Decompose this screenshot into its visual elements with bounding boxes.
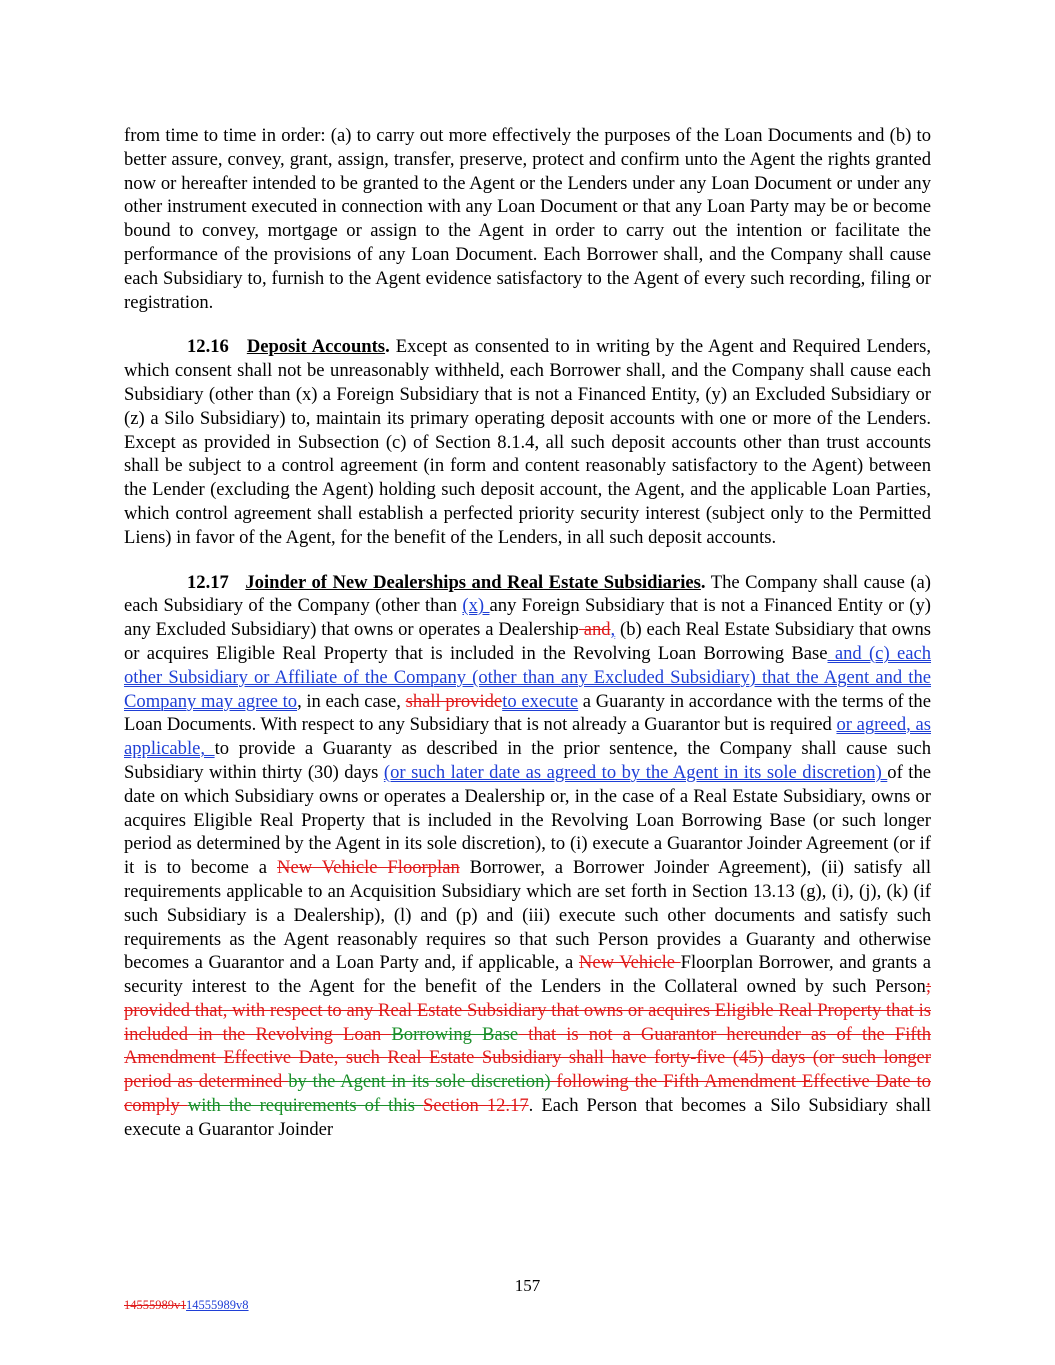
deletion: and: [578, 619, 611, 641]
section-title-period: .: [700, 571, 706, 593]
insertion: or agreed, as applicable,: [124, 714, 931, 760]
insertion: (x): [462, 595, 490, 617]
text-run: The Company shall cause (a) each Subsidiary of the Company (other than: [124, 571, 932, 617]
document-body: [124, 124, 931, 1142]
deletion: that is not a Guarantor hereunder as of the Fifth Amendment Effective Date, such Real Estate Subsidiary shall have forty-five (45) days (or such longer period as determined: [124, 1023, 932, 1093]
text-run: (b) each Real Estate Subsidiary that owns or acquires Eligible Real Property that is included in the Revolving Loan Borrowing Base: [124, 619, 931, 664]
page-number: 157: [514, 1276, 541, 1295]
text-run: of the date on which Subsidiary owns or operates a Dealership or, in the case of a Real Estate Subsidiary, owns or acquires Eligible Real Property that is included in the Revolving Loan Borrowing Base (or such longer period as determined by the Agent in its sole discretion), to (i) execute a Guarantor Joinder Agreement (or if it is to become a: [124, 761, 931, 879]
section-number: 12.17: [187, 571, 229, 593]
section-title: Joinder of New Dealerships and Real Estate Subsidiaries: [245, 571, 701, 593]
text-run: Floorplan Borrower, and grants a security interest to the Agent for the benefit of the Lenders in the Collateral owned by such Person: [124, 952, 931, 998]
deletion: New Vehicle: [578, 952, 681, 974]
insertion: (or such later date as agreed to by the Agent in its sole discretion): [383, 761, 888, 783]
text-run: Borrower, a Borrower Joinder Agreement), (ii) satisfy all requirements applicable to an Acquisition Subsidiary which are set forth in Section 13.13 (g), (i), (j), (k) (if such Subsidiary is a Dealership), (l) and (p) and (iii) execute such other documents and satisfy such requirements as the Agent reasonably requires so that such Person provides a Guaranty and otherwise becomes a Guarantor and a Loan Party and, if applicable, a: [124, 857, 931, 974]
deletion: New Vehicle Floorplan: [277, 857, 460, 879]
text-run: to provide a Guaranty as described in the prior sentence, the Company shall cause such Subsidiary within thirty (30) days: [124, 738, 931, 783]
section-number: 12.16: [187, 336, 229, 358]
section-body: Except as consented to in writing by the Agent and Required Lenders, which consent shall not be unreasonably withheld, each Borrower shall, and the Company shall cause each Subsidiary (other than (x) a Foreign Subsidiary that is not a Financed Entity, (y) an Excluded Subsidiary or (z) a Silo Subsidiary) to, maintain its primary operating deposit accounts with one or more of the Lenders. Except as provided in Subsection (c) of Section 8.1.4, all such deposit accounts other than trust accounts shall be subject to a control agreement (in form and content reasonably satisfactory to the Agent) between the Lender (excluding the Agent) holding such deposit account, the Agent, and the applicable Loan Parties, which control agreement shall establish a perfected priority security interest (subject only to the Permitted Liens) in favor of the Agent, for the benefit of the Lenders, in all such deposit accounts.: [124, 336, 932, 548]
text-run: , in each case,: [297, 690, 406, 712]
deletion: Section 12.17: [423, 1095, 529, 1117]
document-id-new: 14555989v8: [186, 1298, 249, 1312]
document-id: [124, 1298, 249, 1313]
deletion: following the Fifth Amendment Effective Date to comply: [124, 1071, 931, 1117]
section-12-17: [124, 571, 931, 1142]
section-title-period: .: [385, 336, 390, 358]
insertion: to execute: [502, 690, 579, 712]
deletion: ; provided that, with respect to any Real Estate Subsidiary that owns or acquires Eligible Real Property that is included in the Revolving Loan: [124, 976, 931, 1045]
text-run: . Each Person that becomes a Silo Subsidiary shall execute a Guarantor Joinder: [124, 1095, 931, 1140]
moved-deletion: with the requirements of this: [187, 1095, 424, 1117]
section-12-16: [124, 335, 931, 549]
insertion: and (c) each other Subsidiary or Affiliate of the Company (other than any Excluded Subsidiary) that the Agent and the Company may agree to: [124, 642, 932, 712]
document-id-old: 14555989v1: [124, 1298, 187, 1312]
text-run: a Guaranty in accordance with the terms of the Loan Documents. With respect to any Subsidiary that is not already a Guarantor but is required: [124, 690, 931, 736]
moved-deletion: by the Agent in its sole discretion): [288, 1071, 551, 1093]
text-run: any Foreign Subsidiary that is not a Financed Entity or (y) any Excluded Subsidiary) that owns or operates a Dealership: [124, 595, 931, 641]
section-title: Deposit Accounts: [246, 336, 386, 358]
deletion: shall provide: [405, 690, 503, 712]
insertion: ,: [610, 619, 616, 641]
paragraph-continuation: from time to time in order: (a) to carry out more effectively the purposes of the Loan Documents and (b) to better assure, convey, grant, assign, transfer, preserve, protect and confirm unto the Agent the rights granted now or hereafter intended to be granted to the Agent or the Lenders under any Loan Document or under any other instrument executed in connection with any Loan Document or that any Loan Party may be or become bound to convey, mortgage or assign to the Agent in order to carry out the intention or facilitate the performance of the provisions of any Loan Document. Each Borrower shall, and the Company shall cause each Subsidiary to, furnish to the Agent evidence satisfactory to the Agent of every such recording, filing or registration.: [124, 125, 931, 313]
moved-deletion: Borrowing Base: [391, 1023, 519, 1045]
